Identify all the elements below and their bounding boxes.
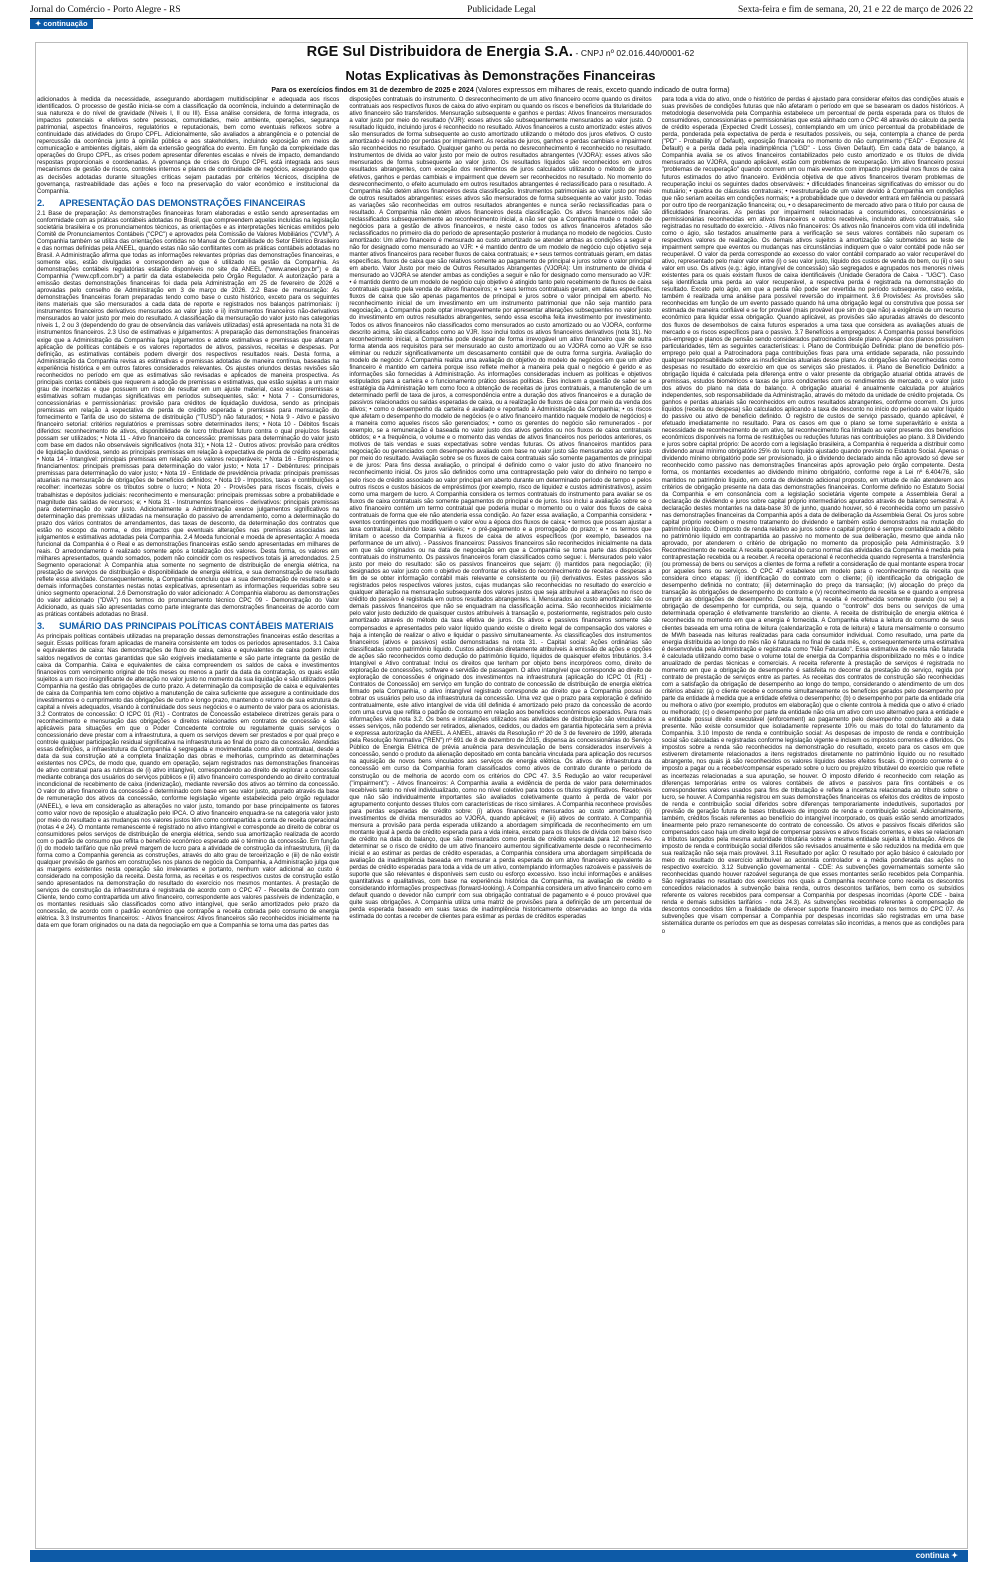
section-3-title: SUMÁRIO DAS PRINCIPAIS POLÍTICAS CONTÁBEIS MATERIAIS	[59, 621, 334, 632]
column-1	[37, 96, 339, 1546]
section-name: Publicidade Legal	[467, 5, 536, 15]
section-3-number: 3.	[37, 621, 45, 632]
section-heading-3	[37, 621, 339, 631]
company-name: RGE Sul Distribuidora de Energia S.A.	[306, 44, 574, 60]
column-3	[662, 96, 964, 1546]
text-columns	[37, 96, 964, 1546]
newspaper-name: Jornal do Comércio - Porto Alegre - RS	[30, 5, 181, 15]
col1-paragraph-2: 2.1 Base de preparação: As demonstrações financeiras foram elaboradas e estão sendo apresentadas em conformidade com as práticas contábeis adotadas no Brasil, que compreendem aquelas incluídas na legislação societária brasileira e os pronunciamentos técnicos, as orientações e as interpretações técnicas emitidos pelo Comitê de Pronunciamentos Contábeis ("CPC") e aprovados pela Comissão de Valores Mobiliários ("CVM"). A Companhia também se utiliza das orientações contidas no Manual de Contabilidade do Setor Elétrico Brasileiro e das normas definidas pela ANEEL, quando estas não são conflitantes com as práticas contábeis adotadas no Brasil. A Administração afirma que todas as informações relevantes próprias das demonstrações financeiras, e somente elas, estão divulgadas e correspondem ao que é utilizado na gestão da Companhia. As demonstrações contábeis regulatórias estarão disponíveis no site da ANEEL ("www.aneel.gov.br") e da Companhia ("www.cpfl.com.br") a partir da data estabelecida pelo Órgão Regulador. A autorização para a emissão destas demonstrações financeiras foi dada pela Administração em 25 de fevereiro de 2026 e aprovadas pelo conselho de Administração em 3 de março de 2026. 2.2 Base de mensuração: As demonstrações financeiras foram preparadas tendo como base o custo histórico, exceto para os seguintes itens materiais que são mensurados a cada data de reporte e registrados nos balanços patrimoniais: i) instrumentos financeiros derivativos mensurados ao valor justo e ii) instrumentos financeiros não-derivativos mensurados ao valor justo por meio do resultado. A classificação da mensuração do valor justo nas categorias níveis 1, 2 ou 3 (dependendo do grau de observância das variáveis utilizadas) está apresentada na nota 31 de instrumentos financeiros. 2.3 Uso de estimativas e julgamentos: A preparação das demonstrações financeiras exige que a Administração da Companhia faça julgamentos e adote estimativas e premissas que afetam a aplicação de políticas contábeis e os valores reportados de ativos, passivos, receitas e despesas. Por definição, as estimativas contábeis podem divergir dos respectivos resultados reais. Desta forma, a Administração da Companhia revisa as estimativas e premissas adotadas de maneira contínua, baseadas na experiência histórica e em outros fatores considerados relevantes. Os ajustes oriundos destas revisões são reconhecidos no período em que as estimativas são revisadas e aplicados de maneira prospectiva. As principais contas contábeis que requerem a adoção de premissas e estimativas, que estão sujeitas a um maior grau de incertezas e que possuem um risco de resultar em um ajuste material, caso essas premissas e estimativas sofram mudanças significativas em períodos subsequentes, são: • Nota 7 - Consumidores, concessionárias e permissionárias: provisão para créditos de liquidação duvidosa, sendo as principais premissas em relação à expectativa de perda de crédito esperada e premissas para mensuração do fornecimento e Tarifa de uso do sistema de distribuição ("TUSD") não faturados; • Nota 9 - Ativo e passivo financeiro setorial: critérios regulatórios e premissas sobre determinados itens; • Nota 10 - Débitos fiscais diferidos: reconhecimento de ativos, disponibilidade de lucro tributável futuro contra o qual prejuízos fiscais possam ser utilizados; • Nota 11 - Ativo financeiro da concessão: premissas para determinação do valor justo com base em dados não observáveis significativos (nota 31); • Nota 12 - Outros ativos: provisão para créditos de liquidação duvidosa, sendo as principais premissas em relação à expectativa de perda de crédito esperada; • Nota 14 - Intangível: principais premissas em relação aos valores recuperáveis; • Nota 16 - Empréstimos e financiamentos: principais premissas para determinação do valor justo; • Nota 17 - Debêntures: principais premissas para determinação do valor justo; • Nota 19 - Entidade de previdência privada: principais premissas atuariais na mensuração de obrigações de benefícios definidos; • Nota 19 - Impostos, taxas e contribuições a recolher: incertezas sobre os tributos sobre o lucro; • Nota 20 - Provisões para riscos fiscais, cíveis e trabalhistas e depósitos judiciais: reconhecimento e mensuração: principais premissas sobre a probabilidade e magnitude das saídas de recursos; e; • Nota 31 - Instrumentos financeiros - derivativos: principais premissas para determinação do valor justo. Adicionalmente a Administração exerce julgamentos significativos na determinação das premissas utilizadas na mensuração do passivo de arrendamento, como a determinação do prazo dos vários contratos de arrendamentos, das taxas de desconto, da determinação dos contratos que estão no escopo da norma, e dos impactos que eventuais alterações nas premissas associadas aos julgamentos e estimativas adotadas pela Companhia. 2.4 Moeda funcional e moeda de apresentação: A moeda funcional da Companhia é o Real e as demonstrações financeiras estão sendo apresentadas em milhares de reais. O arredondamento é realizado somente após a totalização dos valores. Desta forma, os valores em milhares apresentados, quando somados, podem não coincidir com os respectivos totais já arredondados. 2.5 Segmento operacional: A Companhia atua somente no segmento de distribuição de energia elétrica, na prestação de serviços de distribuição e disponibilidade de energia elétrica, e sua demonstração de resultado reflete essa atividade. Consequentemente, a Companhia concluiu que a sua demonstração de resultado e as demais informações constantes nestas notas explicativas, apresentam as informações requeridas sobre seu único segmento operacional. 2.6 Demonstração do valor adicionado: A Companhia elaborou as demonstrações do valor adicionado ("DVA") nos termos do pronunciamento técnico CPC 09 - Demonstração do Valor Adicionado, as quais são apresentadas como parte integrante das demonstrações financeiras de acordo com as práticas contábeis adotadas no Brasil.	[37, 209, 340, 619]
col1-paragraph-3: As principais políticas contábeis utilizadas na preparação dessas demonstrações financeiras estão descritas a seguir. Essas políticas foram aplicadas de maneira consistente em todos os períodos apresentados. 3.1 Caixa e equivalentes de caixa: Nas demonstrações de fluxo de caixa, caixa e equivalentes de caixa podem incluir saldos negativos de contas garantidas que são exigíveis imediatamente e são parte integrante da gestão de caixa da Companhia. Caixa e equivalentes de caixa compreendem os saldos de caixa e investimentos financeiros com vencimento original de três meses ou menos a partir da data da contratação, os quais estão sujeitos a um risco insignificante de alteração no valor justo no momento da sua liquidação e são utilizados pela Companhia na gestão das obrigações de curto prazo. A determinação da composição de caixa e equivalentes de caixa da Companhia tem como objetivo a manutenção de caixa suficiente que assegure a continuidade dos investimentos e o cumprimento das obrigações de curto e longo prazo, mantendo o retorno de sua estrutura de capital a níveis adequados, visando à continuidade dos seus negócios e o aumento de valor para os acionistas. 3.2 Contratos de concessão: O ICPC 01 (R1) - Contratos de Concessão estabelece diretrizes gerais para o reconhecimento e mensuração das obrigações e direitos relacionados em contratos de concessão e são aplicáveis para situações em que o Poder Concedente controle ou regulamente quais serviços o concessionário deve prestar com a infraestrutura, a quem os serviços devem ser prestados e por qual preço e controle qualquer participação residual significativa na infraestrutura ao final do prazo da concessão. Atendidas essas definições, a infraestrutura da Companhia é segregada e movimentada como ativo contratual, desde a data da sua construção até a completa finalização das obras e melhorias, cumprindo as determinações existentes nos CPCs, de modo que, quando em operação, sejam registrados nas demonstrações financeiras de ativo contratual para as rubricas de (i) ativo intangível, correspondendo ao direito de explorar a concessão mediante cobrança dos usuários do serviços públicos e (ii) ativo financeiro correspondendo ao direito contratual incondicional de recebimento de caixa (indenização), mediante reversão dos ativos ao término da concessão. O valor do ativo financeiro da concessão é determinado com base em seu valor justo, apurado através da base de remuneração dos ativos da concessão, conforme legislação vigente estabelecida pelo órgão regulador (ANEEL), e leva em consideração as alterações no valor justo, tomando por base principalmente os fatores como valor novo de reposição e atualização pelo IPCA. O ativo financeiro enquadra-se na categoria valor justo por meio do resultado e as mudanças nos valores justos têm como contrapartida a conta de receita operacional (notas 4 e 24). O montante remanescente é registrado no ativo intangível e corresponde ao direito de cobrar os consumidores pelos serviços de distribuição de energia elétrica, sendo sua amortização realizada de acordo com o padrão de consumo que reflita o benefício econômico esperado até o término da concessão. Em função (i) do modelo tarifário que não prevê margem de lucro para a atividade de construção da infraestrutura, (ii) da forma como a Companhia gerencia as construções, através do alto grau de terceirização e (iii) de não existir qualquer previsão de ganhos em construções nos planos de negócio da Companhia, a Administração julga que as margens existentes nesta operação são irrelevantes e portanto, nenhum valor adicional ao custo é considerado na composição da receita. Desta forma, as receitas e os respectivos custos de construção estão sendo apresentados na demonstração do resultado do exercício nos mesmos montantes. A prestação de serviços de construção da infraestrutura é registrada de acordo com o CPC 47 - Receita de Contrato com Cliente, tendo como contrapartida um ativo financeiro, correspondente aos valores passíveis de indenização, e os montantes residuais são classificados como ativo intangível, que serão amortizados pelo prazo da concessão, de acordo com o padrão econômico que contrapõe a receita cobrada pelo consumo de energia elétrica. 3.3 Instrumentos financeiros: - Ativos financeiros: Ativos financeiros são reconhecidos inicialmente na data em que foram originados ou na data da negociação em que a Companhia se torna uma das partes das	[37, 633, 340, 930]
continuation-bottom-label: continua ✦	[915, 1551, 958, 1560]
col1-paragraph-1: adicionados à medida da necessidade, assegurando abordagem multidisciplinar e adequada aos riscos identificados. O processo de gestão inicia-se com a classificação da ocorrência, incluindo a determinação de sua natureza e do nível de gravidade (Níveis I, II ou III). Essa análise considera, de forma integrada, os impactos potenciais e efetivos sobre pessoas, comunidades, meio ambiente, operações, segurança patrimonial, aspectos financeiros, regulatórios e reputacionais, bem como eventuais reflexos sobre a continuidade das atividades do Grupo CPFL. Adicionalmente, são avaliados a abrangência e o potencial de repercussão da ocorrência junto à opinião pública e aos stakeholders, incluindo exposição em meios de comunicação e ambientes digitais, além da extensão geográfica do evento. Em função da complexidade das operações do Grupo CPFL, as crises podem apresentar diferentes escalas e níveis de impacto, demandando respostas proporcionais e coordenadas. A governança de crises do Grupo CPFL está integrada aos seus mecanismos de gestão de riscos, controles internos e planos de continuidade de negócios, assegurando que as decisões adotadas durante situações críticas sejam pautadas por critérios técnicos, disciplina de governança, rastreabilidade das ações e foco na preservação do valor econômico e institucional da Companhia.	[37, 96, 340, 195]
period-rest: (Valores expressos em milhares de reais, exceto quando indicado de outra forma)	[473, 87, 730, 94]
continuation-top-badge: ✦ continuação	[30, 19, 93, 29]
notice-title-area	[35, 44, 966, 94]
newspaper-header	[30, 4, 973, 19]
issue-date: Sexta-feira e fim de semana, 20, 21 e 22 de março de 2026 22	[737, 5, 973, 15]
col3-paragraph-1: para toda a vida do ativo, onde o histórico de perdas é ajustado para considerar efeitos das condições atuais e suas previsões de condições futuras que não afetaram o período em que se basearam os dados históricos. A metodologia desenvolvida pela Companhia estabelece um percentual de perda esperada para os títulos de consumidores, concessionárias e permissionárias que está alinhado com o CPC 48 através do cálculo da perda de crédito esperada (Expected Credit Losses), contemplando em um único percentual da probabilidade de perda, ponderada pela expectativa de perda e resultados possíveis, ou seja, contempla a chance de perda ("PD" - Probability of Default), exposição financeira no momento do não cumprimento ("EAD" - Exposure At Default) e a perda dada pela inadimplência ("LGD" - Loss Given Default). Em cada data de balanço, a Companhia avalia se os ativos financeiros contabilizados pelo custo amortizado e os títulos de dívida mensurados ao VJORA, quando aplicável, estão com problemas de recuperação. Um ativo financeiro possui "problemas de recuperação" quando ocorrem um ou mais eventos com impacto prejudicial nos fluxos de caixa futuros estimados do ativo financeiro. Evidência objetiva de que ativos financeiros tiveram problemas de recuperação inclui os seguintes dados observáveis: • dificuldades financeiras significativas do emissor ou do mutuário; • quebra de cláusulas contratuais; • reestruturação de um valor devido à Companhia em condições que não seriam aceitas em condições normais; • a probabilidade que o devedor entrará em falência ou passará por outro tipo de reorganização financeira; ou, • o desaparecimento de mercado ativo para o título por causa de dificuldades financeiras. As perdas por impairment relacionadas a consumidores, concessionárias e permissionárias reconhecidas em ativos financeiros e outros recebíveis, incluindo ativos contratuais, são registradas no resultado do exercício. - Ativos não financeiros: Os ativos não financeiros com vida útil indefinida como o ágio, são testados anualmente para a verificação se seus valores contábeis não superam os respectivos valores de realização. Os demais ativos sujeitos à amortização são submetidos ao teste de impairment sempre que eventos ou mudanças nas circunstâncias indiquem que o valor contábil pode não ser recuperável. O valor da perda corresponde ao excesso do valor contábil comparado ao valor recuperável do ativo, representado pelo maior valor entre (i) o seu valor justo, líquido dos custos de venda do bem, ou (ii) o seu valor em uso. Os ativos (e.g.: ágio, intangível de concessão) são segregados e agrupados nos menores níveis existentes para os quais existam fluxos de caixa identificáveis (Unidade Geradora de Caixa - "UGC"). Caso seja identificada uma perda ao valor recuperável, a respectiva perda é registrada na demonstração do resultado. Exceto pelo ágio, em que a perda não pode ser revertida no período subsequente, caso exista, também é realizada uma análise para possível reversão do impairment. 3.6 Provisões: As provisões são reconhecidas em função de um evento passado quando há uma obrigação legal ou construtiva que possa ser estimada de maneira confiável e se for provável (mais provável que sim do que não) a exigência de um recurso econômico para liquidar essa obrigação. Quando aplicável, as provisões são apuradas através do desconto dos fluxos de desembolsos de caixa futuros esperados a uma taxa que considera as avaliações atuais de mercado e os riscos específicos para o passivo. 3.7 Benefícios a empregados: A Companhia possui benefícios pós-emprego e planos de pensão sendo considerados patrocinados deste plano. Apesar dos planos possuírem particularidades, têm as seguintes características: i. Plano de Contribuição Definida: plano de benefício pós-emprego pelo qual a Patrocinadora paga contribuições fixas para uma entidade separada, não possuindo qualquer responsabilidade sobre as insuficiências atuariais desse plano. As obrigações são reconhecidas como despesas no resultado do exercício em que os serviços são prestados. ii. Plano de Benefício Definido: a obrigação líquida é calculada pela diferença entre o valor presente da obrigação atuarial obtida através de premissas, estudos biométricos e taxas de juros condizentes com os rendimentos de mercado, e o valor justo dos ativos do plano na data do balanço. A obrigação atuarial é anualmente calculada por atuários independentes, sob responsabilidade da Administração, através do método da unidade de crédito projetada. Os ganhos e perdas atuariais são reconhecidos em outros resultados abrangentes, conforme ocorrem. Os juros líquidos (receita ou despesa) são calculados aplicando a taxa de desconto no início do período ao valor líquido do passivo ou ativo de benefício definido. O registro de custos de serviço passado, quando aplicável, é efetuado imediatamente no resultado. Para os casos em que o plano se torne superavitário e exista a necessidade de reconhecimento de um ativo, tal reconhecimento fica limitado ao valor presente dos benefícios econômicos disponíveis na forma de restituições ou reduções futuras nas contribuições ao plano. 3.8 Dividendo e juros sobre capital próprio: De acordo com a legislação brasileira, a Companhia é requerida a distribuir como dividendo anual mínimo obrigatório 25% do lucro líquido ajustado quando previsto no Estatuto Social. Apenas o dividendo mínimo obrigatório pode ser provisionado, já o dividendo declarado ainda não aprovado só deve ser reconhecido como passivo nas demonstrações financeiras após aprovação pelo órgão competente. Desta forma, os montantes excedentes ao dividendo mínimo obrigatório, conforme rege a Lei nº 6.404/76, são mantidos no patrimônio líquido, em conta de dividendo adicional proposto, em virtude de não atenderem aos critérios de obrigação presente na data das demonstrações financeiras. Conforme definido no Estatuto Social da Companhia e em consonância com a legislação societária vigente compete a Assembleia Geral a declaração de dividendo e juros sobre capital próprio intermediários apurados através de balanço semestral. A declaração destes montantes na data-base 30 de junho, quando houver, só é reconhecida como um passivo nas demonstrações financeiras da Companhia após a data de deliberação da Assembleia Geral. Os juros sobre capital próprio recebem o mesmo tratamento do dividendo e também estão demonstrados na mutação do patrimônio líquido. O imposto de renda relativo ao juros sobre o capital próprio é sempre contabilizado a débito no patrimônio líquido em contrapartida ao passivo no momento de sua deliberação, mesmo que ainda não aprovado, por atenderem o critério de obrigação no momento da proposição pela Administração. 3.9 Reconhecimento de receita: A receita operacional do curso normal das atividades da Companhia é medida pela contraprestação recebida ou a receber. A receita operacional é reconhecida quando representa a transferência (ou promessa) de bens ou serviços a clientes de forma a refletir a consideração de qual montante espera trocar por aqueles bens ou serviços. O CPC 47 estabelece um modelo para o reconhecimento da receita que considera cinco etapas: (i) identificação do contrato com o cliente; (ii) identificação da obrigação de desempenho definida no contrato; (iii) determinação do preço da transação; (iv) alocação do preço da transação às obrigações de desempenho do contrato e (v) reconhecimento da receita se e quando a empresa cumprir as obrigações de desempenho. Desta forma, a receita é reconhecida somente quando (ou se) a obrigação de desempenho for cumprida, ou seja, quando o "controle" dos bens ou serviços de uma determinada operação é efetivamente transferido ao cliente. A receita de distribuição de energia elétrica é reconhecida no momento em que a energia é fornecida. A Companhia efetua a leitura do consumo de seus clientes baseada em uma rotina de leitura (calendarização e rota de leitura) e fatura mensalmente o consumo de MWh baseada nas leituras realizadas para cada consumidor individual. Como resultado, uma parte da energia distribuída ao longo do mês não é faturada no final de cada mês, e, consequentemente uma estimativa é desenvolvida pela Administração e registrada como "Não Faturado". Essa estimativa de receita não faturada é calculada utilizando como base o volume total de energia da Companhia disponibilizado no mês e o índice anualizado de perdas técnicas e comerciais. A receita referente à prestação de serviços é registrada no momento em que a obrigação de desempenho é satisfeita no decorrer da prestação do serviço, regida por contrato de prestação de serviços entre as partes. As receitas dos contratos de construção são reconhecidas com a satisfação da obrigação de desempenho ao longo do tempo, considerando o atendimento de um dos critérios abaixo: (a) o cliente recebe e consome simultaneamente os benefícios gerados pelo desempenho por parte da entidade à medida que a entidade efetiva o desempenho; (b) o desempenho por parte da entidade cria ou melhora o ativo (por exemplo, produtos em elaboração) que o cliente controla à medida que o ativo é criado ou melhorado; (c) o desempenho por parte da entidade não cria um ativo com uso alternativo para a entidade e a entidade possui direito executável (enforcement) ao pagamento pelo desempenho concluído até a data presente. Não existe consumidor que isoladamente represente 10% ou mais do total do faturamento da Companhia. 3.10 Imposto de renda e contribuição social: As despesas de imposto de renda e contribuição social são calculadas e registradas conforme legislação vigente e incluem os impostos correntes e diferidos. Os impostos sobre a renda são reconhecidos na demonstração do resultado, exceto para os casos em que estiverem diretamente relacionados a itens registrados diretamente no patrimônio líquido ou no resultado abrangente, nos quais já são reconhecidos os valores líquidos destes efeitos fiscais. O imposto corrente é o imposto a pagar ou a receber/compensar esperado sobre o lucro ou prejuízo tributável do exercício que reflete as incertezas relacionadas a sua apuração, se houver. O imposto diferido é reconhecido com relação as diferenças temporárias entre os valores contábeis de ativos e passivos para fins contábeis e os correspondentes valores usados para fins de tributação e reflete a incerteza relacionada ao tributo sobre o lucro, se houver. A Companhia registrou em suas demonstrações financeiras os efeitos dos créditos de imposto de renda e contribuição social diferidos sobre diferenças temporariamente indedutíveis, suportados por previsão de geração futura de bases tributáveis de imposto de renda e contribuição social. Adicionalmente, também, créditos fiscais referentes ao benefício do intangível incorporado, os quais estão sendo amortizados linearmente pelo prazo remanescente do contrato de concessão. Os ativos e passivos fiscais diferidos são compensados caso haja um direito legal de compensar passivos e ativos fiscais correntes, e eles se relacionam a tributos lançados pela mesma autoridade tributária sobre a mesma entidade sujeita à tributação. Ativos de imposto de renda e contribuição social diferidos são revisados anualmente e são reduzidos na medida em que sua realização não seja mais provável. 3.11 Resultado por ação: O resultado por ação básico é calculado por meio do resultado do exercício atribuível ao acionista controlador e a média ponderada das ações no respectivo exercício. 3.12 Subvenção governamental - CDE: As subvenções governamentais somente são reconhecidas quando houver razoável segurança de que esses montantes serão recebidos pela Companhia. São registradas no resultado dos exercícios nos quais a Companhia reconhece como receita os descontos concedidos relacionados à subvenção baixa renda, outros descontos tarifários, bem como os subsídios referente os valores recebidos para compensar a Companhia por despesas incorridas (Aporte CDE - baixa renda e demais subsídios tarifários - nota 24.3). As subvenções recebidas referentes à compensação de descontos concedidos têm a finalidade de oferecer suporte financeiro imediato nos termos do CPC 07. As subvenções que visam compensar a Companhia por despesas incorridas são registradas em uma base sistemática durante os períodos em que as despesas correlatas são incorridas, a menos que as condições para o	[661, 96, 964, 935]
period-line	[35, 87, 966, 94]
section-heading-2	[37, 198, 339, 208]
col2-paragraph-1: disposições contratuais do instrumento. O desreconhecimento de um ativo financeiro ocorre quando os direitos contratuais aos respectivos fluxos de caixa do ativo expiram ou quando os riscos e benefícios da titularidade do ativo financeiro são transferidos. Mensuração subsequente e ganhos e perdas: Ativos financeiros mensurados a valor justo por meio do resultado (VJR): esses ativos são subsequentemente mensurados ao valor justo. O resultado líquido, incluindo juros é reconhecido no resultado. Ativos financeiros a custo amortizado: estes ativos são mensurados de forma subsequente ao custo amortizado utilizando o método dos juros efetivos. O custo amortizado é reduzido por perdas por impairment. As receitas de juros, ganhos e perdas cambiais e impairment são reconhecidos no resultado. Qualquer ganho ou perda no desreconhecimento é reconhecido no resultado. Instrumentos de dívida ao valor justo por meio de outros resultados abrangentes (VJORA): esses ativos são mensurados de forma subsequente ao valor justo. Os resultados líquidos são reconhecidos em outros resultados abrangentes, com exceção dos rendimentos de juros calculados utilizando o método de juros efetivos, ganhos e perdas cambiais e impairment que devem ser reconhecidos no resultado. No momento do desreconhecimento, o efeito acumulado em outros resultados abrangentes é reclassificado para o resultado. A Companhia não detém ativos financeiros desta classificação. Instrumentos patrimoniais ao valor justo por meio de outros resultados abrangentes: esses ativos são mensurados de forma subsequente ao valor justo. Todas as variações são reconhecidas em outros resultados abrangentes e nunca serão reclassificadas para o resultado. A Companhia não detém ativos financeiros desta classificação. Os ativos financeiros não são reclassificados subsequentemente ao reconhecimento inicial, a não ser que a Companhia mude o modelo de negócios para a gestão de ativos financeiros, e neste caso todos os ativos financeiros afetados são reclassificados no primeiro dia do período de apresentação posterior à mudança no modelo de negócios. Custo amortizado: Um ativo financeiro é mensurado ao custo amortizado se atender ambas as condições a seguir e não for designado como mensurado ao VJR: • é mantido dentro de um modelo de negócio cujo objetivo seja manter ativos financeiros para receber fluxos de caixa contratuais; e • seus termos contratuais geram, em datas específicas, fluxos de caixa que são relativos somente ao pagamento de principal e juros sobre o valor principal em aberto. Valor Justo por meio de Outros Resultados Abrangentes (VJORA): Um instrumento de dívida é mensurado ao VJORA se atender ambas as condições a seguir e não for designado como mensurado ao VJR: • é mantido dentro de um modelo de negócio cujo objetivo é atingido tanto pelo recebimento de fluxos de caixa contratuais quanto pela venda de ativos financeiros; e • seus termos contratuais geram, em datas específicas, fluxos de caixa que são apenas pagamentos de principal e juros sobre o valor principal em aberto. No reconhecimento inicial de um investimento em um instrumento patrimonial que não seja mantido para negociação, a Companhia pode optar irrevogavelmente por apresentar alterações subsequentes no valor justo do investimento em outros resultados abrangentes, sendo essa escolha feita investimento por investimento. Todos os ativos financeiros não classificados como mensurados ao custo amortizado ou ao VJORA, conforme descrito acima, são classificados como ao VJR. Isso inclui todos os ativos financeiros derivativos (nota 31). No reconhecimento inicial, a Companhia pode designar de forma irrevogável um ativo financeiro que de outra forma atenda aos requisitos para ser mensurado ao custo amortizado ou ao VJORA como ao VJR se isso eliminar ou reduzir significativamente um descasamento contábil que de outra forma surgiria. Avaliação do modelo de negócio: A Companhia realiza uma avaliação do objetivo do modelo de negócios em que um ativo financeiro é mantido em carteira porque isso reflete melhor a maneira pela qual o negócio é gerido e as informações são fornecidas à Administração. As informações consideradas incluem as políticas e objetivos estipulados para a carteira e o funcionamento prático dessas políticas. Eles incluem a questão de saber se a estratégia da Administração tem como foco a obtenção de receitas de juros contratuais, a manutenção de um determinado perfil de taxa de juros, a correspondência entre a duração dos ativos financeiros e a duração de passivos relacionados ou saídas esperadas de caixa, ou a realização de fluxos de caixa por meio da venda dos ativos; • como o desempenho da carteira é avaliado e reportado à Administração da Companhia; • os riscos que afetam o desempenho do modelo de negócios (e o ativo financeiro mantido naquele modelo de negócios) e a maneira como aqueles riscos são gerenciados; • como os gerentes do negócio são remunerados - por exemplo, se a remuneração é baseada no valor justo dos ativos geridos ou nos fluxos de caixa contratuais obtidos; e • a frequência, o volume e o momento das vendas de ativos financeiros nos períodos anteriores, os motivos de tais vendas e suas expectativas sobre vendas futuras. Os ativos financeiros mantidos para negociação ou gerenciados com desempenho avaliado com base no valor justo são mensurados ao valor justo por meio do resultado. Avaliação sobre se os fluxos de caixa contratuais são somente pagamentos de principal e de juros: Para fins dessa avaliação, o principal é definido como o valor justo do ativo financeiro no reconhecimento inicial. Os juros são definidos como uma contraprestação pelo valor do dinheiro no tempo e pelo risco de crédito associado ao valor principal em aberto durante um determinado período de tempo e pelos outros riscos e custos básicos de empréstimos (por exemplo, risco de liquidez e custos administrativos), assim como uma margem de lucro. A Companhia considera os termos contratuais do instrumento para avaliar se os fluxos de caixa contratuais são somente pagamentos do principal e de juros. Isso inclui a avaliação sobre se o ativo financeiro contém um termo contratual que poderia mudar o momento ou o valor dos fluxos de caixa contratuais de forma que ele não atenderia essa condição. Ao fazer essa avaliação, a Companhia considera: • eventos contingentes que modifiquem o valor e/ou a época dos fluxos de caixa; • termos que possam ajustar a taxa contratual, incluindo taxas variáveis; • o pré-pagamento e a prorrogação do prazo; e • os termos que limitam o acesso da Companhia a fluxos de caixa de ativos específicos (por exemplo, baseados na performance de um ativo). - Passivos financeiros: Passivos financeiros são reconhecidos inicialmente na data em que são originados ou na data de negociação em que a Companhia se torna parte das disposições contratuais do instrumento. Os passivos financeiros foram classificados como segue: i. Mensurados pelo valor justo por meio do resultado: são os passivos financeiros que sejam: (i) mantidos para negociação; (ii) designados ao valor justo com o objetivo de confrontar os efeitos do reconhecimento de receitas e despesas a fim de se obter informação contábil mais relevante e consistente ou (iii) derivativos. Estes passivos são registrados pelos respectivos valores justos, cujas mudanças são reconhecidas no resultado do exercício e qualquer alteração na mensuração subsequente dos valores justos que seja atribuível a alterações no risco de crédito do passivo é registrada em outros resultados abrangentes. ii. Mensurados ao custo amortizado: são os demais passivos financeiros que não se enquadram na classificação acima. São reconhecidos inicialmente pelo valor justo deduzido de quaisquer custos atribuíveis à transação e, posteriormente, registrados pelo custo amortizado através do método da taxa efetiva de juros. Os ativos e passivos financeiros somente são compensados e apresentados pelo valor líquido quando existe o direito legal de compensação dos valores e haja a intenção de realizar o ativo e liquidar o passivo simultaneamente. As classificações dos instrumentos financeiros (ativos e passivos) estão demonstradas na nota 31. - Capital social: Ações ordinárias são classificadas como patrimônio líquido. Custos adicionais diretamente atribuíveis à emissão de ações e opções de ações são reconhecidos como dedução do patrimônio líquido, líquidos de quaisquer efeitos tributários. 3.4 Intangível e Ativo contratual: Inclui os direitos que tenham por objeto bens incorpóreos como, direito de exploração de concessões, software e servidão de passagem. O ativo intangível que corresponde ao direito de exploração de concessões é originado dos investimentos na infraestrutura (aplicação do ICPC 01 (R1) - Contratos de Concessão) em serviço em função do contrato de concessão de distribuição de energia elétrica firmado pela Companhia, o ativo intangível registrado corresponde ao direito que a Companhia possui de cobrar os usuários pelo uso da infraestrutura da concessão. Uma vez que o prazo para exploração é definido contratualmente, este ativo intangível de vida útil definida é amortizado pelo prazo da concessão de acordo com uma curva que reflita o padrão de consumo em relação aos benefícios econômicos esperados. Para mais informações vide nota 3.2. Os bens e instalações utilizados nas atividades de distribuição são vinculados a esses serviços, não podendo ser retirados, alienados, cedidos, ou dados em garantia hipotecária sem a prévia e expressa autorização da ANEEL. A ANEEL, através da Resolução nº 20 de 3 de fevereiro de 1999, alterada pela Resolução Normativa ("REN") nº 691 de 8 de dezembro de 2015, dispensa às concessionárias do Serviço Público de Energia Elétrica de prévia anuência para desvinculação de bens considerados inservíveis à concessão, sendo o produto da alienação depositado em conta bancária vinculada para aplicação dos recursos na aquisição de novos bens vinculados aos serviços de energia elétrica. Os ativos de infraestrutura da concessão em curso da Companhia foram classificados como ativos de contrato durante o período de construção ou de melhoria de acordo com os critérios do CPC 47. 3.5 Redução ao valor recuperável ("impairment"): - Ativos financeiros: A Companhia avalia a evidência de perda de valor para determinados recebíveis tanto no nível individualizado, como no nível coletivo para todos os títulos significativos. Recebíveis que não são individualmente importantes são avaliados coletivamente quanto à perda de valor por agrupamento conjunto desses títulos com características de risco similares. A Companhia reconhece provisões para perdas esperadas de crédito sobre: (i) ativos financeiros mensurados ao custo amortizado; (ii) investimentos de dívida mensurados ao VJORA, quando aplicável; e (iii) ativos de contrato. A Companhia mensura a provisão para perda esperada utilizando a abordagem simplificada de reconhecimento em um montante igual à perda de crédito esperada para a vida inteira, exceto para os títulos de dívida com baixo risco de crédito na data do balanço, que são mensurados como perda de crédito esperada para 12 meses. Ao determinar se o risco de crédito de um ativo financeiro aumentou significativamente desde o reconhecimento inicial e ao estimar as perdas de crédito esperadas, a Companhia considera uma abordagem simplificada de avaliação da inadimplência baseada em mensurar a perda esperada de um ativo financeiro equivalente às perdas de crédito esperadas para toda a vida de um ativo, contemplando informações razoáveis e passíveis de suporte que são relevantes e disponíveis sem custo ou esforço excessivo. Isso inclui informações e análises quantitativas e qualitativas, com base na experiência histórica da Companhia, na avaliação de crédito e considerando informações prospectivas (forward-looking). A Companhia considera um ativo financeiro como em default quando o devedor não cumprir com sua obrigação contratual de pagamento e é pouco provável que quite suas obrigações. A Companhia utiliza uma matriz de provisões para a definição de um percentual de perda esperada baseado em suas taxas de inadimplência historicamente observadas ao longo da vida estimada do contas a receber de clientes para estimar as perdas de créditos esperadas	[349, 96, 652, 921]
section-2-number: 2.	[37, 197, 45, 208]
document-title: Notas Explicativas às Demonstrações Financeiras	[345, 68, 656, 83]
continuation-bottom-bar	[30, 1550, 968, 1562]
company-cnpj: - CNPJ nº 02.016.440/0001-62	[573, 48, 695, 58]
company-line	[35, 44, 966, 60]
period-bold: Para os exercícios findos em 31 de dezembro de 2025 e 2024	[271, 87, 474, 94]
column-2	[349, 96, 651, 1546]
section-2-title: APRESENTAÇÃO DAS DEMONSTRAÇÕES FINANCEIRAS	[59, 197, 306, 208]
